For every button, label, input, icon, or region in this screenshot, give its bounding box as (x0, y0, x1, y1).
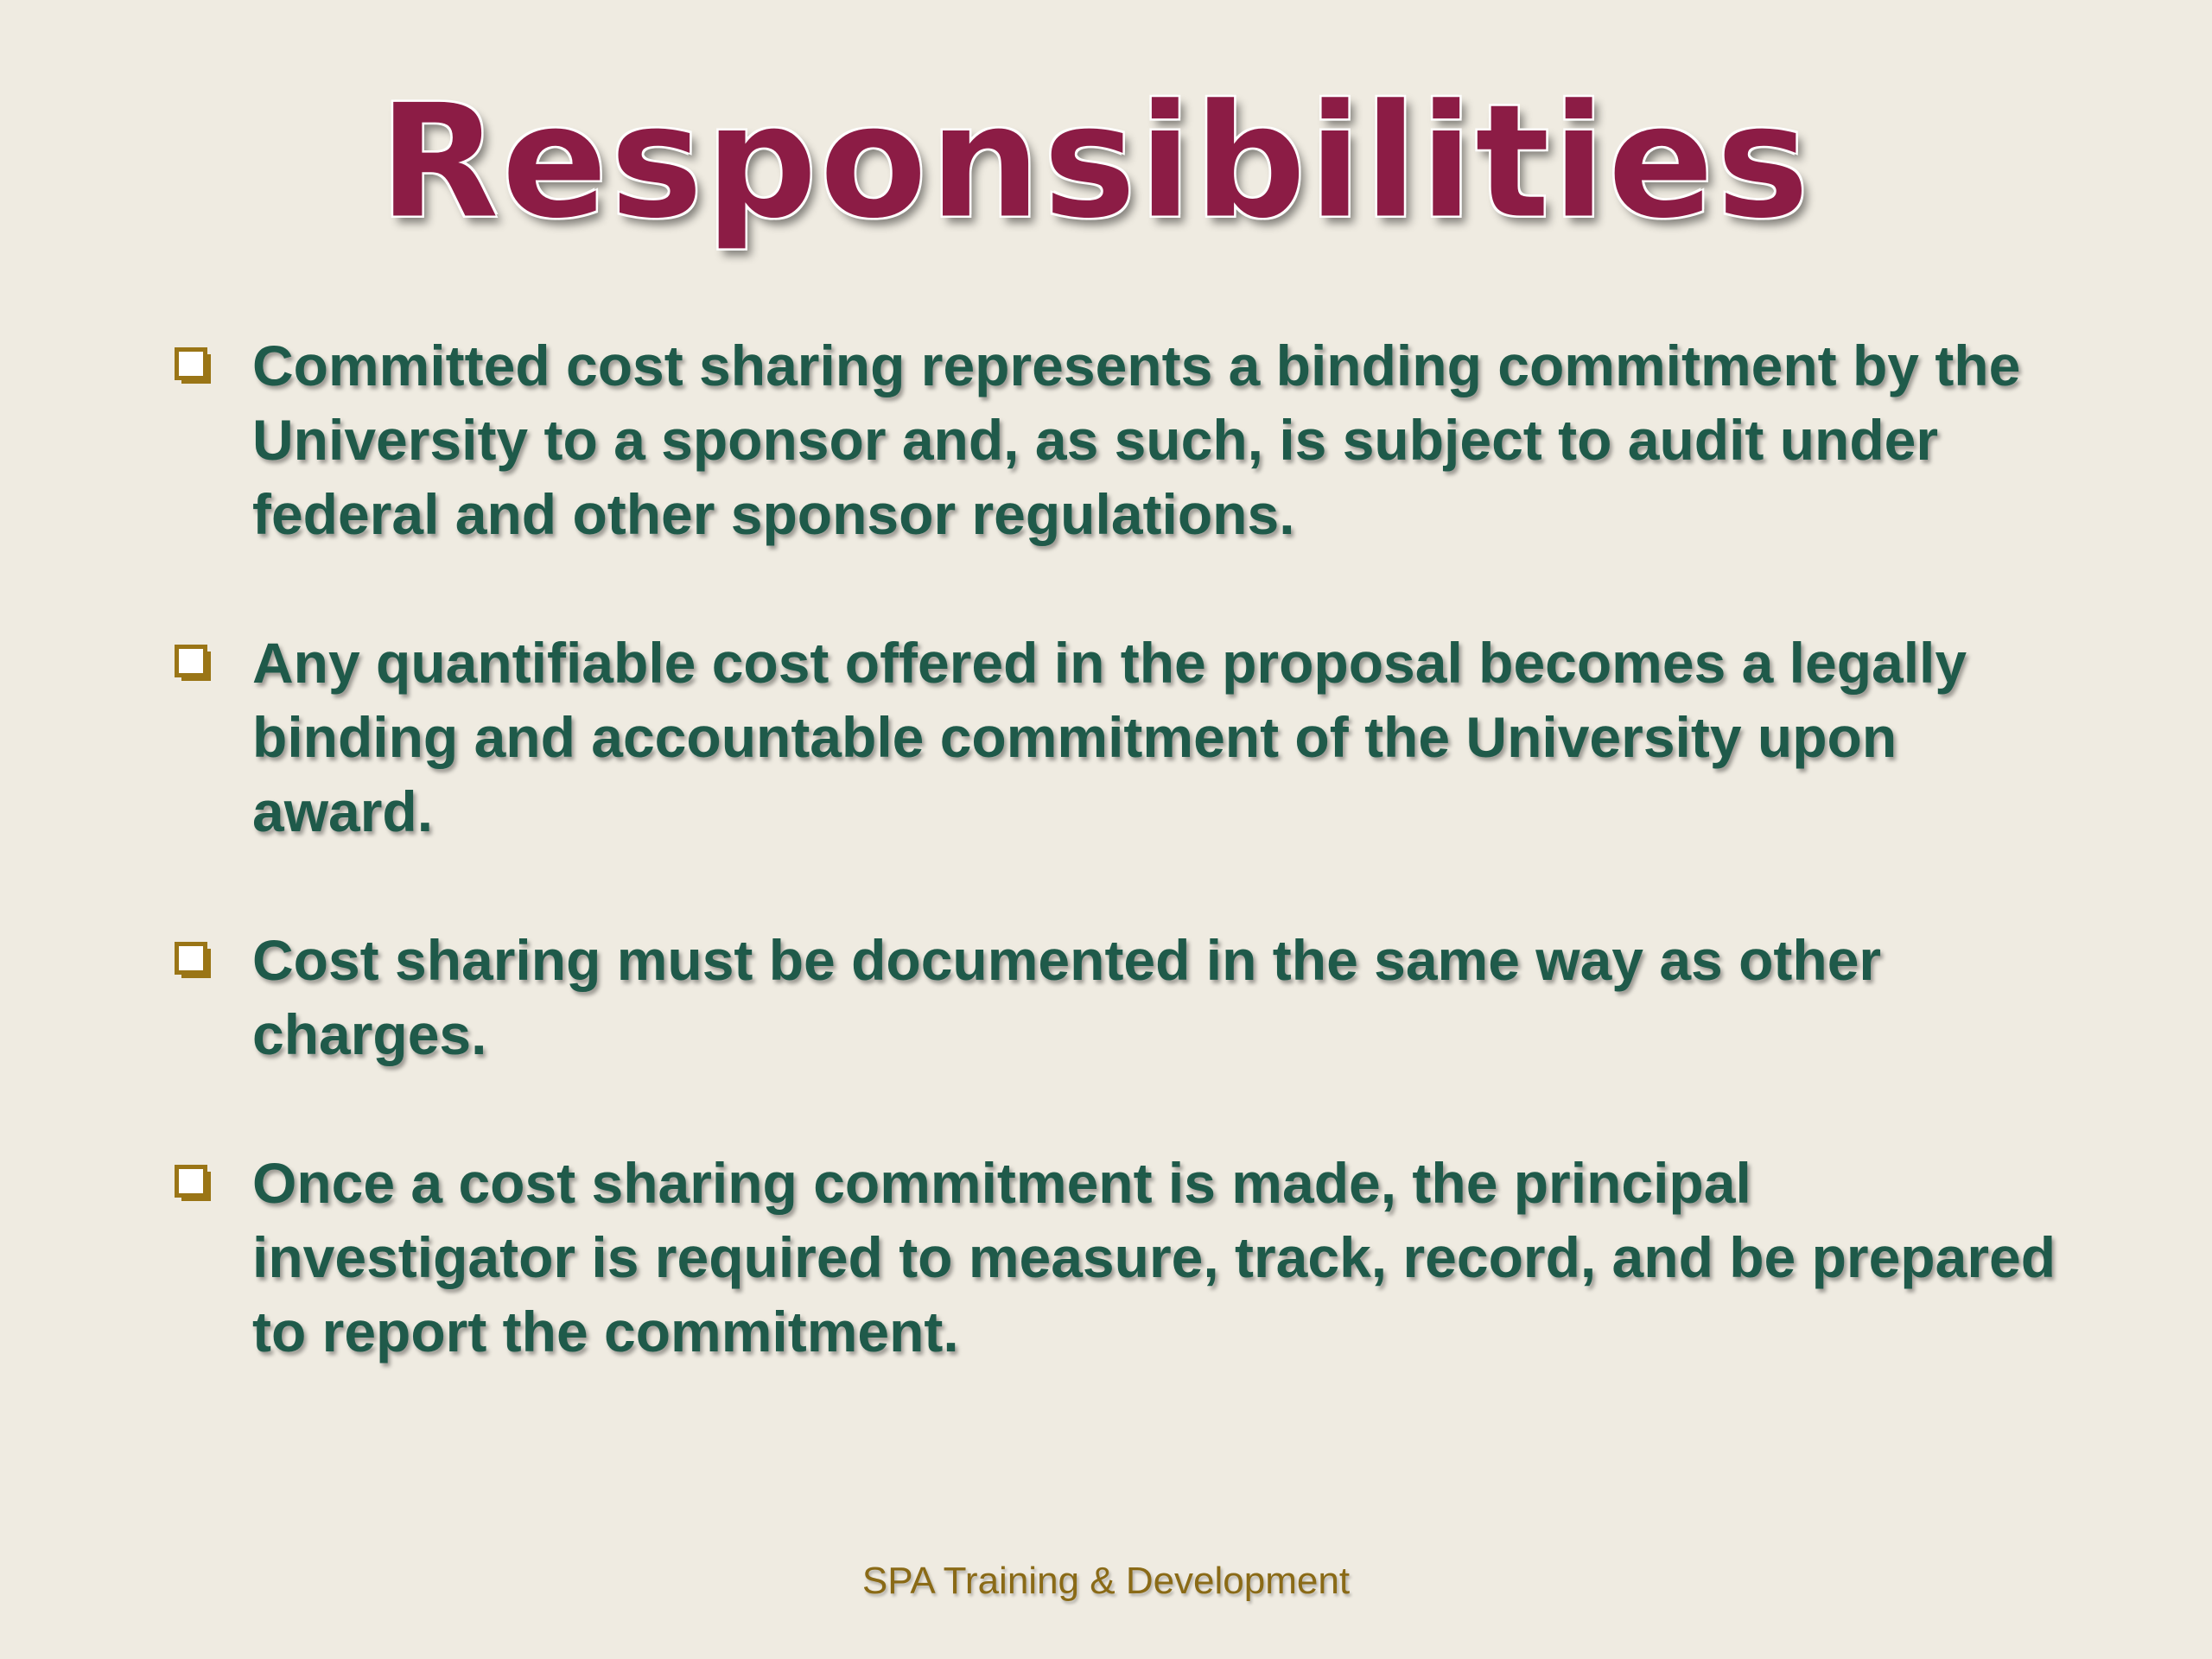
checkbox-bullet-icon (175, 645, 209, 679)
slide-title: Responsibilities (378, 70, 1812, 253)
bullet-text: Any quantifiable cost offered in the proposal becomes a legally binding and accountable commitment of the University upon award. (252, 631, 1967, 843)
bullet-item (169, 923, 2070, 1071)
bullet-text: Cost sharing must be documented in the same way as other charges. (252, 928, 1882, 1066)
bullet-list (169, 328, 2070, 1443)
bullet-item (169, 1146, 2070, 1369)
checkbox-bullet-icon (175, 347, 209, 382)
bullet-item (169, 626, 2070, 849)
checkbox-bullet-icon (175, 1165, 209, 1199)
bullet-item (169, 328, 2070, 551)
checkbox-bullet-icon (175, 942, 209, 976)
slide-footer: SPA Training & Development (861, 1560, 1351, 1602)
bullet-text: Committed cost sharing represents a binding commitment by the University to a sponsor and, as such, is subject to audit under federal and other sponsor regulations. (252, 334, 2021, 546)
bullet-text: Once a cost sharing commitment is made, the principal investigator is required to measure, track, record, and be prepared to report the commitment. (252, 1151, 2056, 1363)
